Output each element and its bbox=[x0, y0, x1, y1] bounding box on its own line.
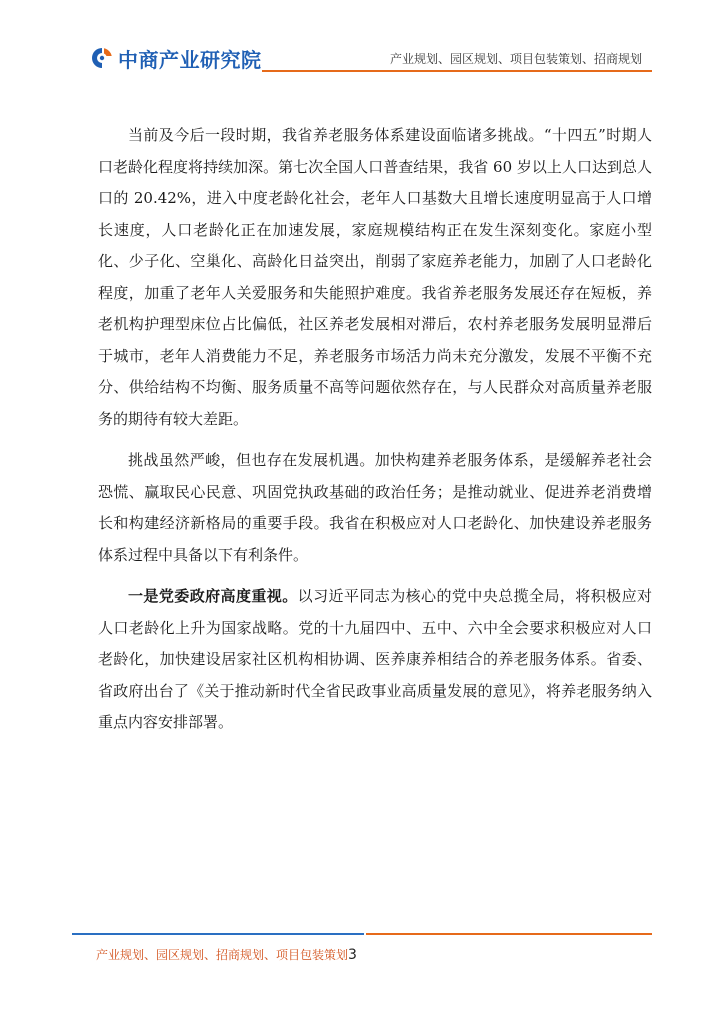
paragraph-text: 以习近平同志为核心的党中央总揽全局，将积极应对人口老龄化上升为国家战略。党的十九届四中、五中、六中全会要求积极应对人口老龄化，加快建设居家社区机构相协调、医养康养相结合的养老服务体系。省委、省政府出台了《关于推动新时代全省民政事业高质量发展的意见》，将养老服务纳入重点内容安排部署。 bbox=[98, 587, 652, 731]
paragraph bbox=[98, 581, 652, 739]
company-logo bbox=[90, 44, 262, 72]
header-divider bbox=[262, 70, 652, 72]
paragraph bbox=[98, 120, 652, 435]
paragraph-text: 挑战虽然严峻，但也存在发展机遇。加快构建养老服务体系，是缓解养老社会恐慌、赢取民心民意、巩固党执政基础的政治任务；是推动就业、促进养老消费增长和构建经济新格局的重要手段。我省在积极应对人口老龄化、加快建设养老服务体系过程中具备以下有利条件。 bbox=[98, 451, 652, 564]
page-header bbox=[0, 0, 724, 80]
paragraph-lead: 一是党委政府高度重视。 bbox=[128, 587, 298, 605]
page-number: 3 bbox=[348, 947, 357, 963]
logo-mark-icon bbox=[90, 46, 114, 70]
document-body bbox=[98, 120, 652, 749]
footer-tagline: 产业规划、园区规划、招商规划、项目包装策划 bbox=[96, 948, 349, 962]
footer-divider-orange bbox=[366, 933, 652, 935]
footer-divider-blue bbox=[72, 933, 364, 935]
paragraph bbox=[98, 445, 652, 571]
header-tagline: 产业规划、园区规划、项目包装策划、招商规划 bbox=[389, 52, 642, 66]
logo-text: 中商产业研究院 bbox=[118, 47, 262, 72]
paragraph-text: 当前及今后一段时期，我省养老服务体系建设面临诸多挑战。“十四五”时期人口老龄化程度将持续加深。第七次全国人口普查结果，我省 60 岁以上人口达到总人口的 20.42%，进入中度老龄化社会，老年人口基数大且增长速度明显高于人口增长速度，人口老龄化正在加速发展，家庭规模结构正在发生深刻变化。家庭小型化、少子化、空巢化、高龄化日益突出，削弱了家庭养老能力，加剧了人口老龄化程度，加重了老年人关爱服务和失能照护难度。我省养老服务发展还存在短板，养老机构护理型床位占比偏低，社区养老发展相对滞后，农村养老服务发展明显滞后于城市，老年人消费能力不足，养老服务市场活力尚未充分激发，发展不平衡不充分、供给结构不均衡、服务质量不高等问题依然存在，与人民群众对高质量养老服务的期待有较大差距。 bbox=[98, 126, 652, 428]
page-footer bbox=[96, 946, 357, 963]
